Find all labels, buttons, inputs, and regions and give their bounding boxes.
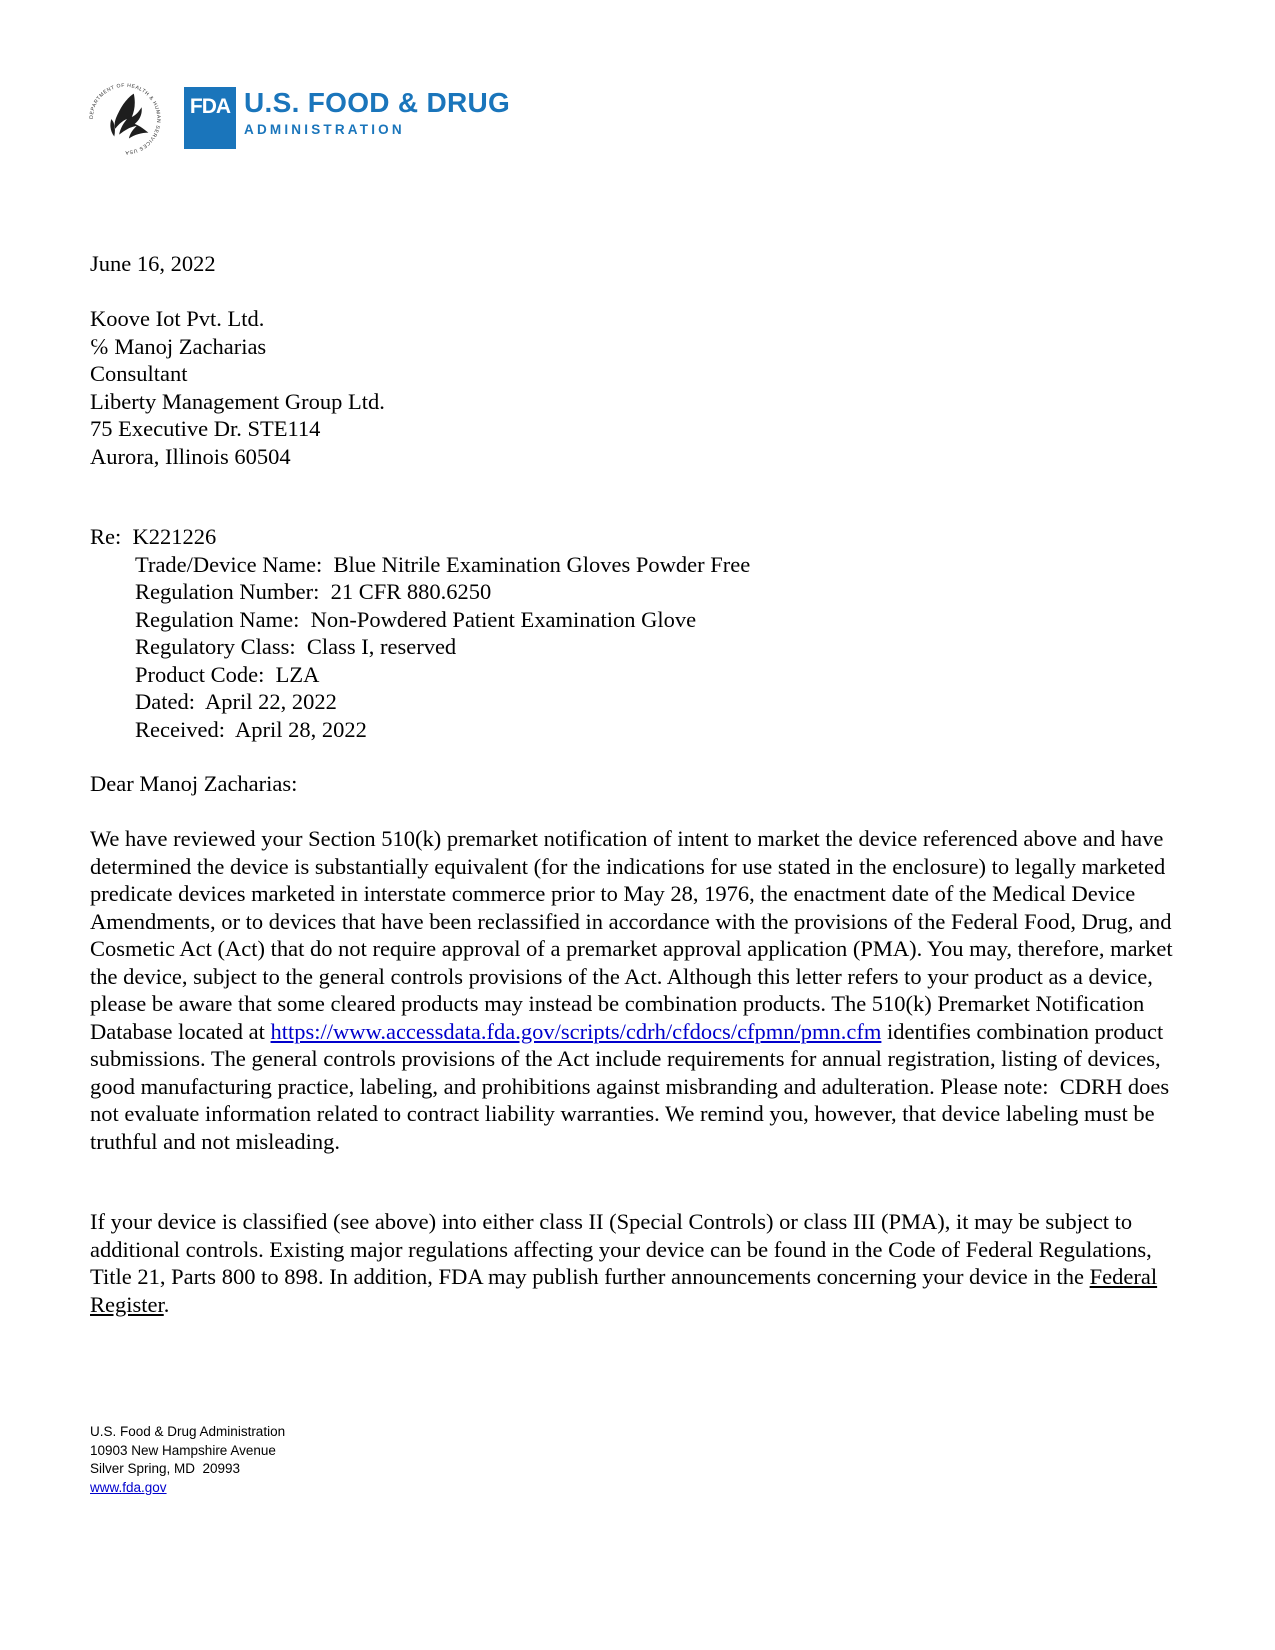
footer-line: Silver Spring, MD 20993 [90, 1461, 241, 1476]
re-received: Received: April 28, 2022 [135, 716, 367, 742]
salutation: Dear Manoj Zacharias: [90, 771, 298, 796]
address-line: Consultant [90, 361, 188, 386]
recipient-address [90, 305, 385, 470]
address-line: Koove Iot Pvt. Ltd. [90, 306, 265, 331]
re-trade-name: Trade/Device Name: Blue Nitrile Examination Gloves Powder Free [135, 551, 751, 577]
letter-date: June 16, 2022 [90, 251, 216, 276]
re-regulation-name: Regulation Name: Non-Powdered Patient Examination Glove [135, 606, 697, 632]
re-product-code: Product Code: LZA [135, 661, 320, 687]
fda-website-link[interactable]: www.fda.gov [90, 1479, 167, 1495]
para2-text: If your device is classified (see above) into either class II (Special Controls) or class III (PMA), it may be subject to additional controls. Existing major regulations affecting your device can be found in the Code of Federal Regulations, Title 21, Parts 800 to 898. In addition, FDA may publish further announcements concerning your device in the [90, 1209, 1158, 1289]
re-regulatory-class: Regulatory Class: Class I, reserved [135, 634, 457, 659]
footer-line: 10903 New Hampshire Avenue [90, 1442, 276, 1458]
para1-text-before-link: We have reviewed your Section 510(k) premarket notification of intent to market the device referenced above and have determined the device is substantially equivalent (for the indications for use stated in the enclosure) to legally marketed predicate devices marketed in interstate commerce prior to May 28, 1976, the enactment date of the Medical Device Amendments, or to devices that have been reclassified in accordance with the provisions of the Federal Food, Drug, and Cosmetic Act (Act) that do not require approval of a premarket approval application (PMA). You may, therefore, market the device, subject to the general controls provisions of the Act. Although this letter refers to your product as a device, please be aware that some cleared products may instead be combination products. The 510(k) Premarket Notification Database located at [90, 826, 1179, 1044]
body-paragraph-2 [90, 1208, 1190, 1318]
address-line: Liberty Management Group Ltd. [90, 388, 385, 414]
address-line: Aurora, Illinois 60504 [90, 443, 291, 469]
address-line: ℅ Manoj Zacharias [90, 333, 267, 359]
para2-period: . [163, 1291, 170, 1317]
re-regulation-number: Regulation Number: 21 CFR 880.6250 [135, 579, 492, 604]
footer-line: U.S. Food & Drug Administration [90, 1424, 286, 1439]
fda-administration: ADMINISTRATION [244, 122, 405, 137]
address-line: 75 Executive Dr. STE114 [90, 416, 321, 441]
re-line: Re: K221226 [90, 524, 217, 549]
fda-logo [184, 87, 510, 149]
svg-text:DEPARTMENT OF HEALTH & HUMAN S: DEPARTMENT OF HEALTH & HUMAN SERVICES USA [88, 82, 162, 156]
re-dated: Dated: April 22, 2022 [135, 689, 337, 714]
footer-address [90, 1423, 285, 1497]
federal-register-text: Federal Register [90, 1264, 1158, 1317]
footer-website-line [90, 1479, 285, 1498]
fda-name: U.S. FOOD & DRUG [244, 87, 511, 118]
fda-wordmark [244, 87, 510, 149]
body-paragraph-1 [90, 825, 1190, 1155]
re-block [90, 523, 750, 743]
hhs-seal-logo [86, 80, 164, 158]
pmn-database-link[interactable]: https://www.accessdata.fda.gov/scripts/cdrh/cfdocs/cfpmn/pmn.cfm [270, 1018, 882, 1044]
para1-text-after-link: identifies combination product submissions. The general controls provisions of the Act include requirements for annual registration, listing of devices, good manufacturing practice, labeling, and prohibitions against misbranding and adulteration. Please note: CDRH does not evaluate information related to contract liability warranties. We remind you, however, that device labeling must be truthful and not misleading. [90, 1018, 1175, 1154]
fda-logo-box: FDA [184, 87, 236, 149]
